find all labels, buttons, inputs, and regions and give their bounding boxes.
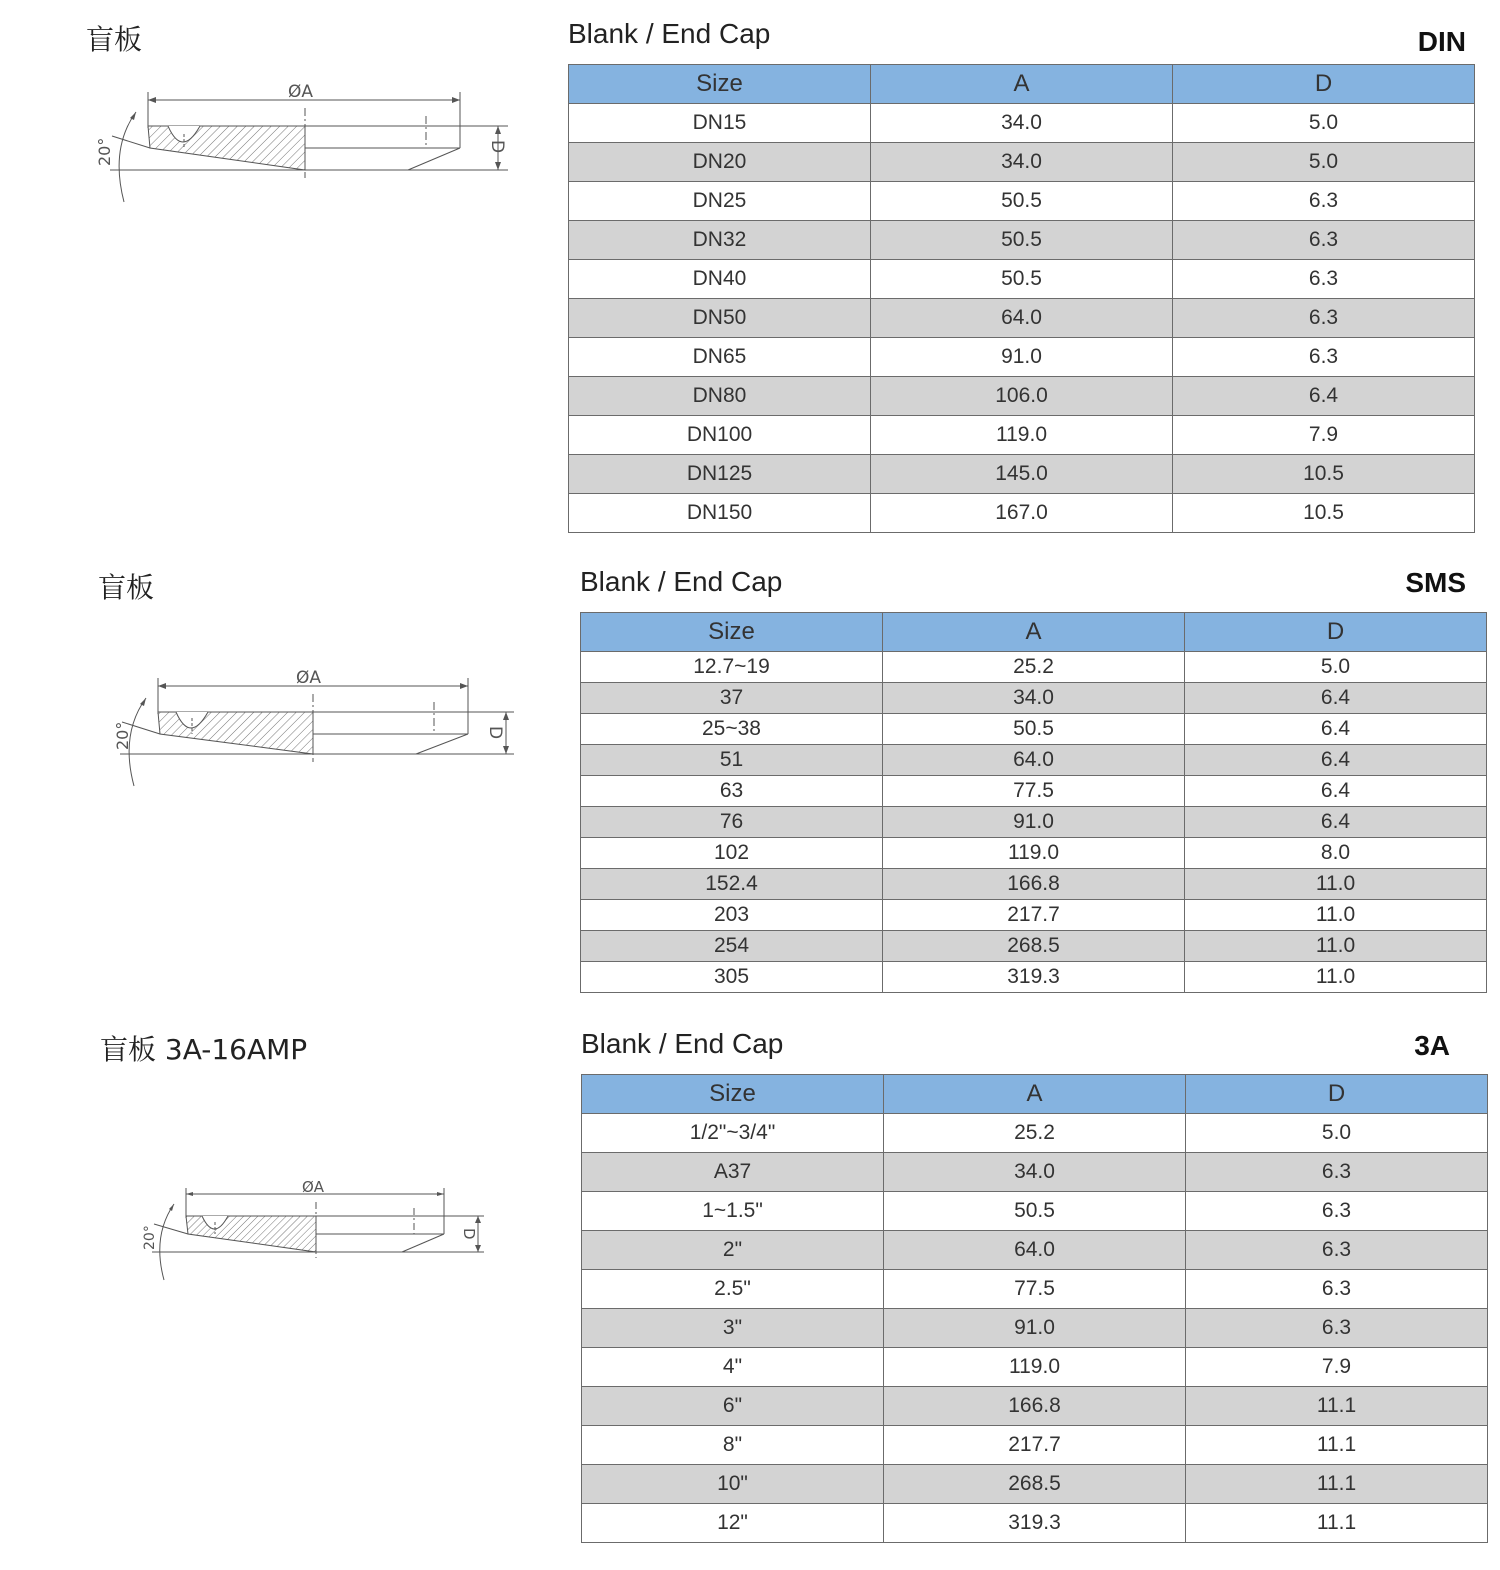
cell-size: 1~1.5": [582, 1192, 884, 1231]
table-row: [569, 182, 1475, 221]
cell-size: 4": [582, 1348, 884, 1387]
table-row: [582, 1231, 1488, 1270]
table-row: [569, 416, 1475, 455]
thickness-label: D: [460, 1228, 478, 1240]
header-size: Size: [581, 613, 883, 652]
cell-d: 5.0: [1173, 143, 1475, 182]
cell-d: 11.1: [1186, 1426, 1488, 1465]
diameter-label: ØA: [288, 82, 314, 102]
cell-size: 254: [581, 931, 883, 962]
table-row: [569, 338, 1475, 377]
cell-d: 6.3: [1173, 338, 1475, 377]
cell-d: 6.3: [1186, 1153, 1488, 1192]
table-title: Blank / End Cap: [580, 566, 783, 597]
cell-a: 268.5: [884, 1465, 1186, 1504]
cell-d: 6.3: [1173, 221, 1475, 260]
cell-d: 6.3: [1186, 1309, 1488, 1348]
cell-d: 11.0: [1185, 931, 1487, 962]
cell-d: 11.1: [1186, 1465, 1488, 1504]
chinese-title: 盲板: [98, 571, 155, 604]
cell-a: 25.2: [883, 652, 1185, 683]
chinese-title: 盲板 3A-16AMP: [100, 1033, 308, 1066]
table-row: [569, 143, 1475, 182]
cell-d: 6.4: [1185, 807, 1487, 838]
cell-d: 10.5: [1173, 494, 1475, 533]
angle-label: 20°: [95, 137, 114, 166]
table-row: [581, 838, 1487, 869]
chinese-title: 盲板: [86, 23, 143, 56]
cell-d: 6.3: [1173, 260, 1475, 299]
cell-a: 50.5: [871, 221, 1173, 260]
table-row: [569, 260, 1475, 299]
cell-a: 34.0: [871, 143, 1173, 182]
table-row: [581, 869, 1487, 900]
cell-d: 11.0: [1185, 900, 1487, 931]
cell-size: 25~38: [581, 714, 883, 745]
cell-a: 217.7: [884, 1426, 1186, 1465]
cell-d: 5.0: [1185, 652, 1487, 683]
cell-a: 50.5: [871, 260, 1173, 299]
cell-a: 166.8: [884, 1387, 1186, 1426]
cell-a: 167.0: [871, 494, 1173, 533]
cell-d: 6.4: [1185, 683, 1487, 714]
header-d: D: [1173, 65, 1475, 104]
table-row: [582, 1153, 1488, 1192]
cell-d: 11.0: [1185, 962, 1487, 993]
cell-size: 10": [582, 1465, 884, 1504]
cell-a: 25.2: [884, 1114, 1186, 1153]
cell-d: 5.0: [1186, 1114, 1488, 1153]
cell-size: DN80: [569, 377, 871, 416]
cell-a: 34.0: [883, 683, 1185, 714]
end-cap-drawing: [130, 1174, 500, 1284]
cell-a: 319.3: [883, 962, 1185, 993]
cell-d: 11.0: [1185, 869, 1487, 900]
header-d: D: [1186, 1075, 1488, 1114]
thickness-label: D: [485, 726, 505, 740]
cell-a: 145.0: [871, 455, 1173, 494]
cell-a: 50.5: [871, 182, 1173, 221]
table-row: [582, 1309, 1488, 1348]
cell-d: 6.3: [1173, 182, 1475, 221]
cell-a: 91.0: [871, 338, 1173, 377]
cell-a: 64.0: [871, 299, 1173, 338]
table-row: [582, 1348, 1488, 1387]
cell-size: 12": [582, 1504, 884, 1543]
spec-table: [580, 612, 1487, 993]
cell-a: 119.0: [871, 416, 1173, 455]
header-a: A: [871, 65, 1173, 104]
cell-d: 6.4: [1185, 745, 1487, 776]
cell-a: 50.5: [883, 714, 1185, 745]
cell-a: 34.0: [884, 1153, 1186, 1192]
table-row: [569, 299, 1475, 338]
table-row: [582, 1114, 1488, 1153]
table-row: [582, 1192, 1488, 1231]
cell-a: 106.0: [871, 377, 1173, 416]
standard-label: SMS: [1405, 567, 1466, 598]
table-row: [581, 962, 1487, 993]
cell-size: 63: [581, 776, 883, 807]
cell-size: 152.4: [581, 869, 883, 900]
thickness-label: D: [487, 140, 507, 154]
cell-d: 6.3: [1186, 1231, 1488, 1270]
header-a: A: [883, 613, 1185, 652]
table-row: [569, 377, 1475, 416]
diameter-label: ØA: [302, 1178, 325, 1196]
cell-a: 77.5: [883, 776, 1185, 807]
cell-a: 166.8: [883, 869, 1185, 900]
cell-d: 7.9: [1186, 1348, 1488, 1387]
table-title: Blank / End Cap: [568, 18, 771, 49]
cell-size: 37: [581, 683, 883, 714]
cell-size: 8": [582, 1426, 884, 1465]
cell-d: 8.0: [1185, 838, 1487, 869]
cell-a: 34.0: [871, 104, 1173, 143]
cell-a: 319.3: [884, 1504, 1186, 1543]
cell-a: 268.5: [883, 931, 1185, 962]
cell-a: 50.5: [884, 1192, 1186, 1231]
cell-size: 2": [582, 1231, 884, 1270]
cell-size: DN15: [569, 104, 871, 143]
cell-size: 12.7~19: [581, 652, 883, 683]
cell-a: 64.0: [883, 745, 1185, 776]
table-row: [582, 1426, 1488, 1465]
header-a: A: [884, 1075, 1186, 1114]
cell-d: 6.3: [1173, 299, 1475, 338]
cell-size: DN40: [569, 260, 871, 299]
cell-size: 203: [581, 900, 883, 931]
table-row: [569, 494, 1475, 533]
cell-d: 6.4: [1173, 377, 1475, 416]
table-row: [581, 776, 1487, 807]
cell-a: 217.7: [883, 900, 1185, 931]
cell-d: 5.0: [1173, 104, 1475, 143]
table-row: [581, 931, 1487, 962]
end-cap-drawing: [100, 662, 530, 792]
cell-size: DN125: [569, 455, 871, 494]
cell-a: 91.0: [883, 807, 1185, 838]
cell-a: 91.0: [884, 1309, 1186, 1348]
cell-size: A37: [582, 1153, 884, 1192]
cell-size: 76: [581, 807, 883, 838]
table-row: [582, 1387, 1488, 1426]
standard-label: 3A: [1414, 1030, 1450, 1061]
angle-label: 20°: [113, 721, 132, 750]
spec-table: [568, 64, 1475, 533]
diameter-label: ØA: [296, 668, 322, 688]
cell-size: DN20: [569, 143, 871, 182]
table-row: [581, 807, 1487, 838]
standard-label: DIN: [1417, 26, 1466, 57]
table-row: [582, 1465, 1488, 1504]
table-row: [582, 1270, 1488, 1309]
cell-size: DN150: [569, 494, 871, 533]
cell-d: 11.1: [1186, 1387, 1488, 1426]
table-row: [569, 221, 1475, 260]
table-row: [581, 652, 1487, 683]
cell-size: 2.5": [582, 1270, 884, 1309]
cell-a: 77.5: [884, 1270, 1186, 1309]
cell-d: 6.3: [1186, 1192, 1488, 1231]
cell-d: 10.5: [1173, 455, 1475, 494]
table-title: Blank / End Cap: [581, 1028, 784, 1059]
cell-d: 6.4: [1185, 776, 1487, 807]
cell-size: DN100: [569, 416, 871, 455]
angle-label: 20°: [142, 1225, 158, 1250]
header-size: Size: [582, 1075, 884, 1114]
cell-size: 51: [581, 745, 883, 776]
table-row: [582, 1504, 1488, 1543]
cell-size: DN32: [569, 221, 871, 260]
cell-d: 6.3: [1186, 1270, 1488, 1309]
cell-size: DN25: [569, 182, 871, 221]
table-row: [581, 745, 1487, 776]
cell-size: 305: [581, 962, 883, 993]
table-row: [581, 714, 1487, 745]
cell-size: 3": [582, 1309, 884, 1348]
table-row: [569, 104, 1475, 143]
cell-d: 6.4: [1185, 714, 1487, 745]
end-cap-drawing: [90, 78, 520, 208]
cell-d: 11.1: [1186, 1504, 1488, 1543]
table-row: [569, 455, 1475, 494]
cell-size: 102: [581, 838, 883, 869]
cell-a: 119.0: [883, 838, 1185, 869]
header-d: D: [1185, 613, 1487, 652]
cell-a: 64.0: [884, 1231, 1186, 1270]
cell-a: 119.0: [884, 1348, 1186, 1387]
cell-size: DN50: [569, 299, 871, 338]
cell-d: 7.9: [1173, 416, 1475, 455]
spec-table: [581, 1074, 1488, 1543]
cell-size: 6": [582, 1387, 884, 1426]
cell-size: 1/2"~3/4": [582, 1114, 884, 1153]
table-row: [581, 900, 1487, 931]
header-size: Size: [569, 65, 871, 104]
table-row: [581, 683, 1487, 714]
cell-size: DN65: [569, 338, 871, 377]
